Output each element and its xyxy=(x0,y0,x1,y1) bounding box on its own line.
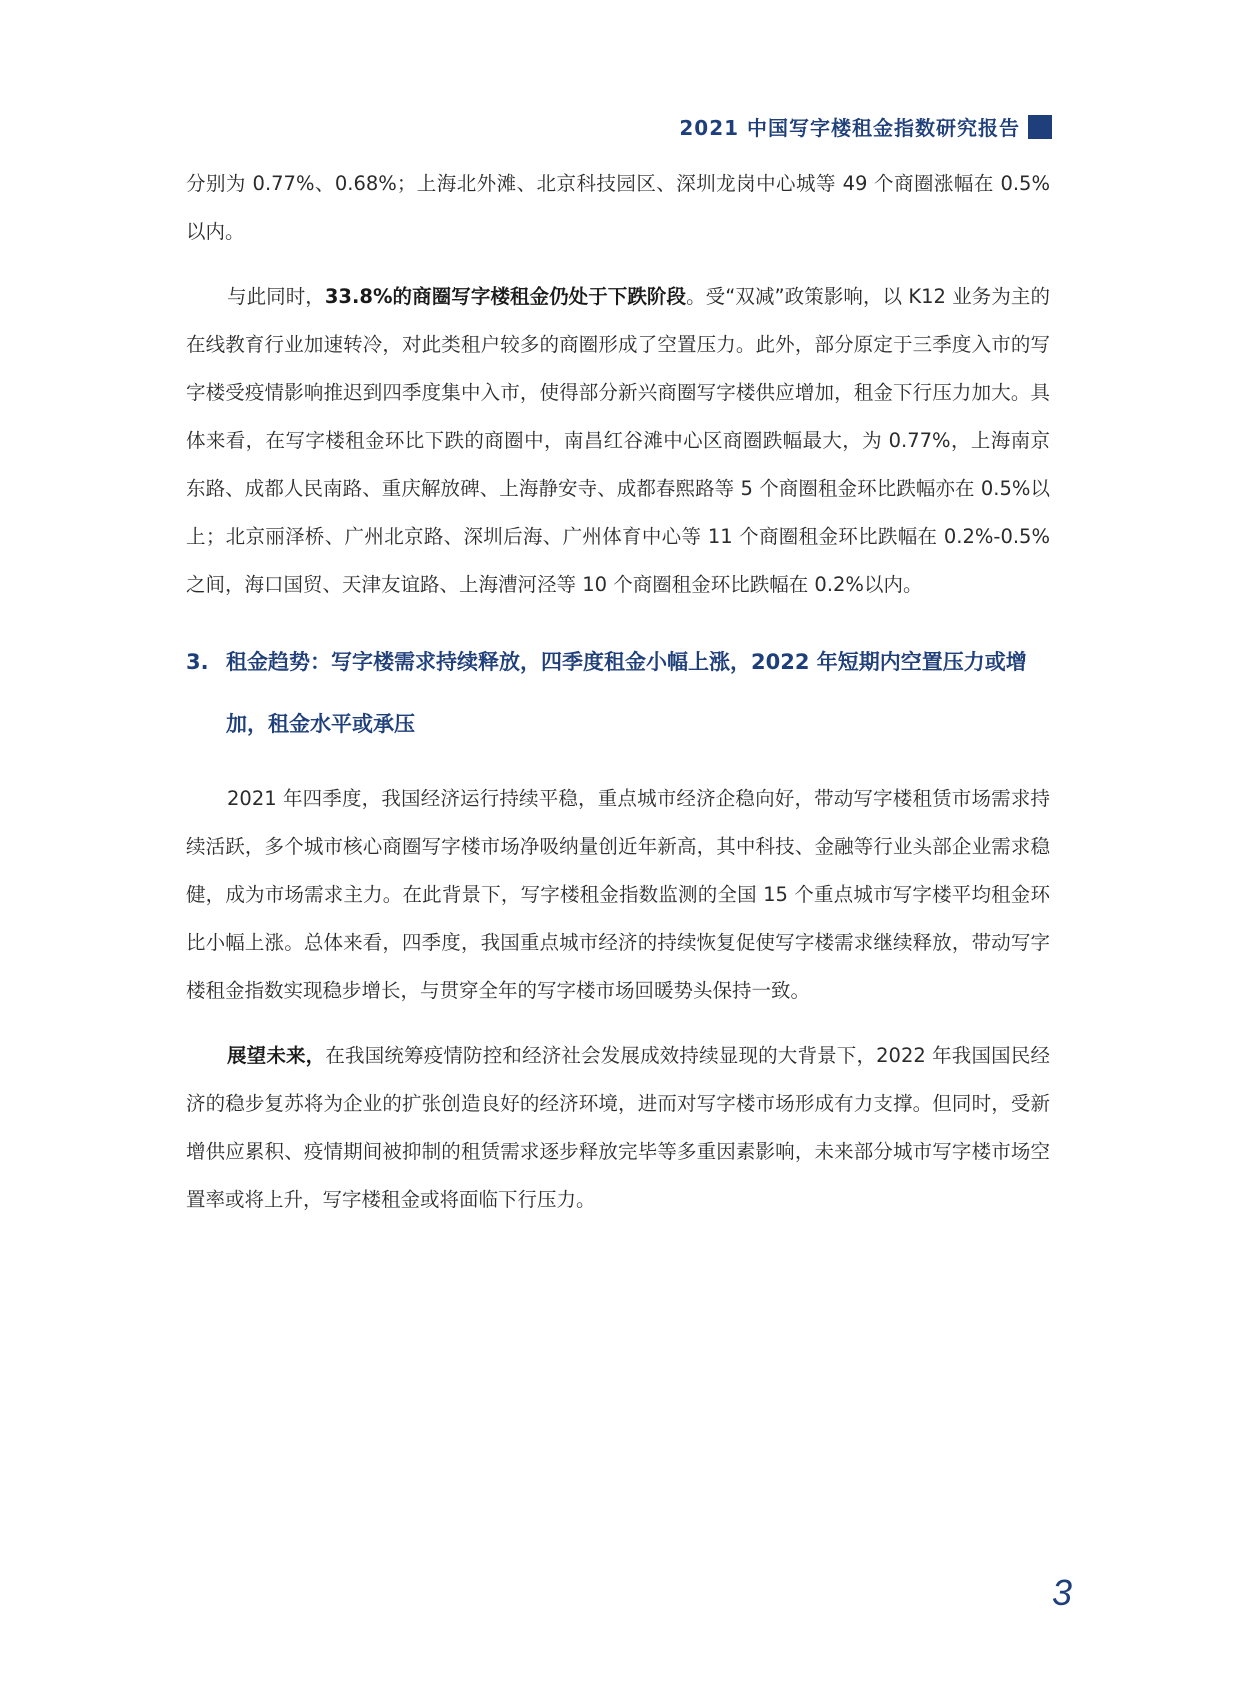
report-header xyxy=(679,112,1052,141)
paragraph-outlook-body: 在我国统筹疫情防控和经济社会发展成效持续显现的大背景下，2022 年我国国民经济的稳步复苏将为企业的扩张创造良好的经济环境，进而对写字楼市场形成有力支撑。但同时，受新增供应累积、疫情期间被抑制的租赁需求逐步释放完毕等多重因素影响，未来部分城市写字楼市场空置率或将上升，写字楼租金或将面临下行压力。 xyxy=(186,1044,1050,1211)
page-number: 3 xyxy=(1051,1572,1072,1613)
paragraph-decline xyxy=(186,273,1050,609)
paragraph-outlook xyxy=(186,1032,1050,1224)
report-title: 2021 中国写字楼租金指数研究报告 xyxy=(679,116,1020,140)
paragraph-q4: 2021 年四季度，我国经济运行持续平稳，重点城市经济企稳向好，带动写字楼租赁市场需求持续活跃，多个城市核心商圈写字楼市场净吸纳量创近年新高，其中科技、金融等行业头部企业需求稳健，成为市场需求主力。在此背景下，写字楼租金指数监测的全国 15 个重点城市写字楼平均租金环比小幅上涨。总体来看，四季度，我国重点城市经济的持续恢复促使写字楼需求继续释放，带动写字楼租金指数实现稳步增长，与贯穿全年的写字楼市场回暖势头保持一致。 xyxy=(186,787,1050,1002)
page-content xyxy=(186,160,1050,1224)
section-title: 租金趋势：写字楼需求持续释放，四季度租金小幅上涨，2022 年短期内空置压力或增加，租金水平或承压 xyxy=(226,650,1027,736)
header-color-block xyxy=(1028,115,1052,139)
paragraph-decline-body: 。受“双减”政策影响，以 K12 业务为主的在线教育行业加速转冷，对此类租户较多的商圈形成了空置压力。此外，部分原定于三季度入市的写字楼受疫情影响推迟到四季度集中入市，使得部分新兴商圈写字楼供应增加，租金下行压力加大。具体来看，在写字楼租金环比下跌的商圈中，南昌红谷滩中心区商圈跌幅最大，为 0.77%，上海南京东路、成都人民南路、重庆解放碑、上海静安寺、成都春熙路等 5 个商圈租金环比跌幅亦在 0.5%以上；北京丽泽桥、广州北京路、深圳后海、广州体育中心等 11 个商圈租金环比跌幅在 0.2%-0.5%之间，海口国贸、天津友谊路、上海漕河泾等 10 个商圈租金环比跌幅在 0.2%以内。 xyxy=(186,285,1050,596)
section-number: 3. xyxy=(186,650,209,674)
paragraph-decline-highlight: 33.8%的商圈写字楼租金仍处于下跌阶段 xyxy=(324,285,687,308)
paragraph-outlook-highlight: 展望未来， xyxy=(227,1044,326,1067)
paragraph-continuation: 分别为 0.77%、0.68%；上海北外滩、北京科技园区、深圳龙岗中心城等 49 个商圈涨幅在 0.5%以内。 xyxy=(186,172,1050,243)
section-heading xyxy=(186,631,1050,755)
paragraph-decline-lead: 与此同时， xyxy=(227,285,325,308)
